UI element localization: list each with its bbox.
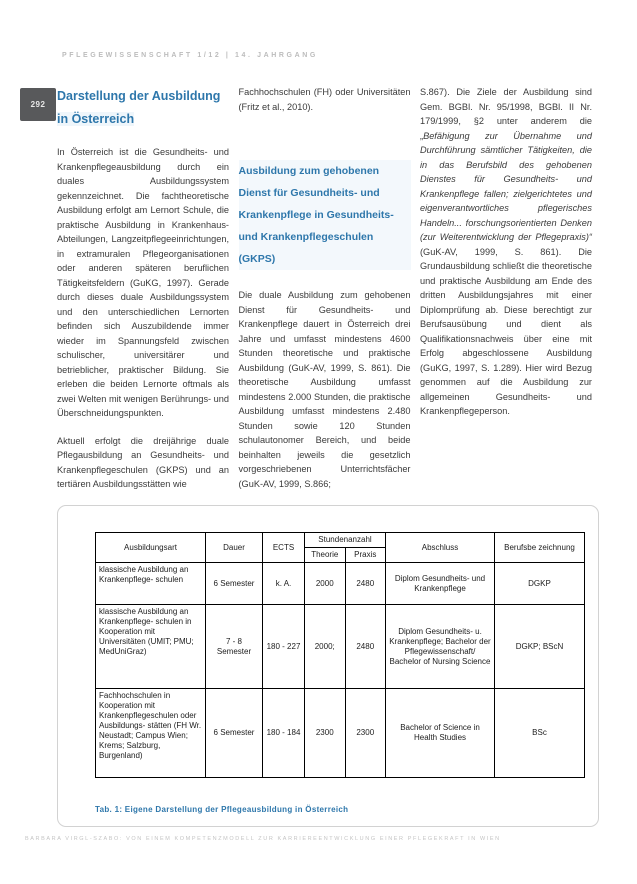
- text-run: S.867). Die Ziele der Ausbildung sind Gem. BGBl. Nr. 95/1998, BGBl. II Nr. 179/1999, §2 unter anderem die „: [420, 87, 592, 141]
- article-body: [57, 85, 592, 500]
- text-run: Fachhochschulen (FH) oder Universitäten (Fritz et al., 2010).: [238, 87, 411, 112]
- table-cell-abschluss: Diplom Gesundheits- u. Krankenpflege; Bachelor der Pflegewissenschaft/ Bachelor of Nursing Science: [386, 605, 495, 689]
- table-cell-abschluss: Bachelor of Science in Health Studies: [386, 689, 495, 778]
- page-number-badge: 292: [20, 88, 56, 121]
- journal-footer: BARBARA VIRGL-SZABO: VON EINEM KOMPETENZMODELL ZUR KARRIEREENTWICKLUNG EINER PFLEGEKRAFT IN WIEN: [25, 836, 501, 842]
- body-paragraph: [239, 288, 411, 491]
- table-cell-ects: 180 - 227: [263, 605, 305, 689]
- header-berufsbezeichnung: Berufsbe zeichnung: [495, 533, 585, 563]
- table-body: [96, 563, 585, 778]
- table-cell-ects: 180 - 184: [263, 689, 305, 778]
- table-cell-theorie: 2000;: [305, 605, 346, 689]
- text-column-middle: [239, 85, 411, 500]
- column-blocks: [420, 85, 592, 419]
- table-cell-theorie: 2000: [305, 563, 346, 605]
- table-cell-beruf: DGKP: [495, 563, 585, 605]
- header-ects: ECTS: [263, 533, 305, 563]
- table-cell-praxis: 2300: [345, 689, 386, 778]
- section-heading: [239, 160, 411, 270]
- column-blocks: [239, 85, 411, 491]
- table-container: [57, 505, 599, 827]
- text-run: (GuK-AV, 1999, S. 861). Die Grundausbildung schließt die theoretische und praktische Ausbildung am Ende des dritten Ausbildungsjahres mit einer Diplomprüfung ab. Diese berechtigt zur Berufsausübung und dient als Qualifikationsnachweis über eine mit Erfolg abgeschlossene Ausbildung (GuKG, 1997, S. 1.289). Hier wird Bezug genommen auf die Ausbildung zur allgemeinen Gesundheits- und Krankenpflegeperson.: [420, 246, 592, 416]
- table-cell-praxis: 2480: [345, 605, 386, 689]
- header-stundenanzahl: Stundenanzahl: [305, 533, 386, 548]
- quoted-text: Befähigung zur Übernahme und Durchführung sämtlicher Tätigkeiten, die in das Berufsbild des gehobenen Dienstes für Gesundheits- und Krankenpflege fallen; zielgerichtetes und eigenverantwortliches pflegerisches Handeln... forschungsorientierten Denken (zur Weiterentwicklung der Pflegepraxis)“: [420, 130, 592, 242]
- table-cell-praxis: 2480: [345, 563, 386, 605]
- table-cell-art: klassische Ausbildung an Krankenpflege- schulen: [96, 563, 206, 605]
- header-theorie: Theorie: [305, 548, 346, 563]
- journal-header: PFLEGEWISSENSCHAFT 1/12 | 14. JAHRGANG: [62, 52, 318, 59]
- table-cell-ects: k. A.: [263, 563, 305, 605]
- table-cell-abschluss: Diplom Gesundheits- und Krankenpflege: [386, 563, 495, 605]
- table-cell-theorie: 2300: [305, 689, 346, 778]
- table-row: [96, 689, 585, 778]
- education-table: [95, 532, 585, 778]
- table-cell-beruf: DGKP; BScN: [495, 605, 585, 689]
- text-run: Ausbildung zum gehobenen Dienst für Gesundheits- und Krankenpflege in Gesundheits- und Krankenpflegeschulen (GKPS): [238, 165, 394, 265]
- table-cell-dauer: 7 - 8 Semester: [206, 605, 263, 689]
- table-cell-dauer: 6 Semester: [206, 689, 263, 778]
- text-run: In Österreich ist die Gesundheits- und Krankenpflegeausbildung durch ein duales Ausbildungssystem gekennzeichnet. Die fachtheoretische Ausbildung erfolgt am Lernort Schule, die praktische Ausbildung in Krankenhaus-Abteilungen, Langzeitpflegeeinrichtungen, in extramuralen Pflegeorganisationen oder anderen späteren beruflichen Tätigkeitsfeldern (GuKG, 1997). Gerade durch dieses duale Ausbildungssystem und den unterschiedlichen Lernorten befinden sich Auszubildende immer wieder im Spannungsfeld zwischen schulischer, universitärer und betrieblicher, praktischer Bildung. Sie erleben die beiden Lernorte oftmals als zwei Welten mit wenigen Berührungs- und Überschneidungspunkten.: [57, 147, 229, 418]
- body-paragraph: [239, 85, 411, 114]
- text-column-right: [420, 85, 592, 500]
- article-title-line1: Darstellung der Ausbildung: [57, 89, 221, 103]
- text-column-left: [57, 85, 229, 500]
- header-dauer: Dauer: [206, 533, 263, 563]
- table-cell-art: Fachhochschulen in Kooperation mit Krankenpflegeschulen oder Ausbildungs- stätten (FH Wr. Neustadt; Campus Wien; Krems; Salzburg, Burgenland): [96, 689, 206, 778]
- header-praxis: Praxis: [345, 548, 386, 563]
- table-header: [96, 533, 585, 563]
- table-cell-dauer: 6 Semester: [206, 563, 263, 605]
- table-caption: Tab. 1: Eigene Darstellung der Pflegeausbildung in Österreich: [95, 805, 349, 814]
- table-row: [96, 605, 585, 689]
- body-paragraph: [420, 85, 592, 419]
- body-paragraph: [57, 145, 229, 421]
- table-row: [96, 563, 585, 605]
- table-cell-beruf: BSc: [495, 689, 585, 778]
- table-cell-art: klassische Ausbildung an Krankenpflege- schulen in Kooperation mit Universitäten (UMIT; PMU; MedUniGraz): [96, 605, 206, 689]
- article-title-line2: in Österreich: [57, 112, 135, 126]
- text-run: Die duale Ausbildung zum gehobenen Dienst für Gesundheits- und Krankenpflege dauert in Österreich drei Jahre und umfasst mindestens 4600 Stunden theoretische und praktische Ausbildung (GuK-AV, 1999, S. 861). Die theoretische Ausbildung umfasst mindestens 2.000 Stunden, die praktische Ausbildung umfasst mindestens 2.480 Stunden sowie 120 Stunden schulautonomer Bereich, und beide beinhalten jeweils die gesetzlich vorgeschriebenen Unterrichtsfächer (GuK-AV, 1999, S.866;: [238, 290, 411, 489]
- column-blocks: [57, 145, 229, 492]
- body-paragraph: [57, 434, 229, 492]
- text-run: Aktuell erfolgt die dreijährige duale Pflegausbildung an Gesundheits- und Krankenpflegeschulen (GKPS) und an tertiären Ausbildungsstätten wie: [57, 435, 229, 489]
- article-title: [57, 85, 229, 131]
- header-abschluss: Abschluss: [386, 533, 495, 563]
- header-ausbildungsart: Ausbildungsart: [96, 533, 206, 563]
